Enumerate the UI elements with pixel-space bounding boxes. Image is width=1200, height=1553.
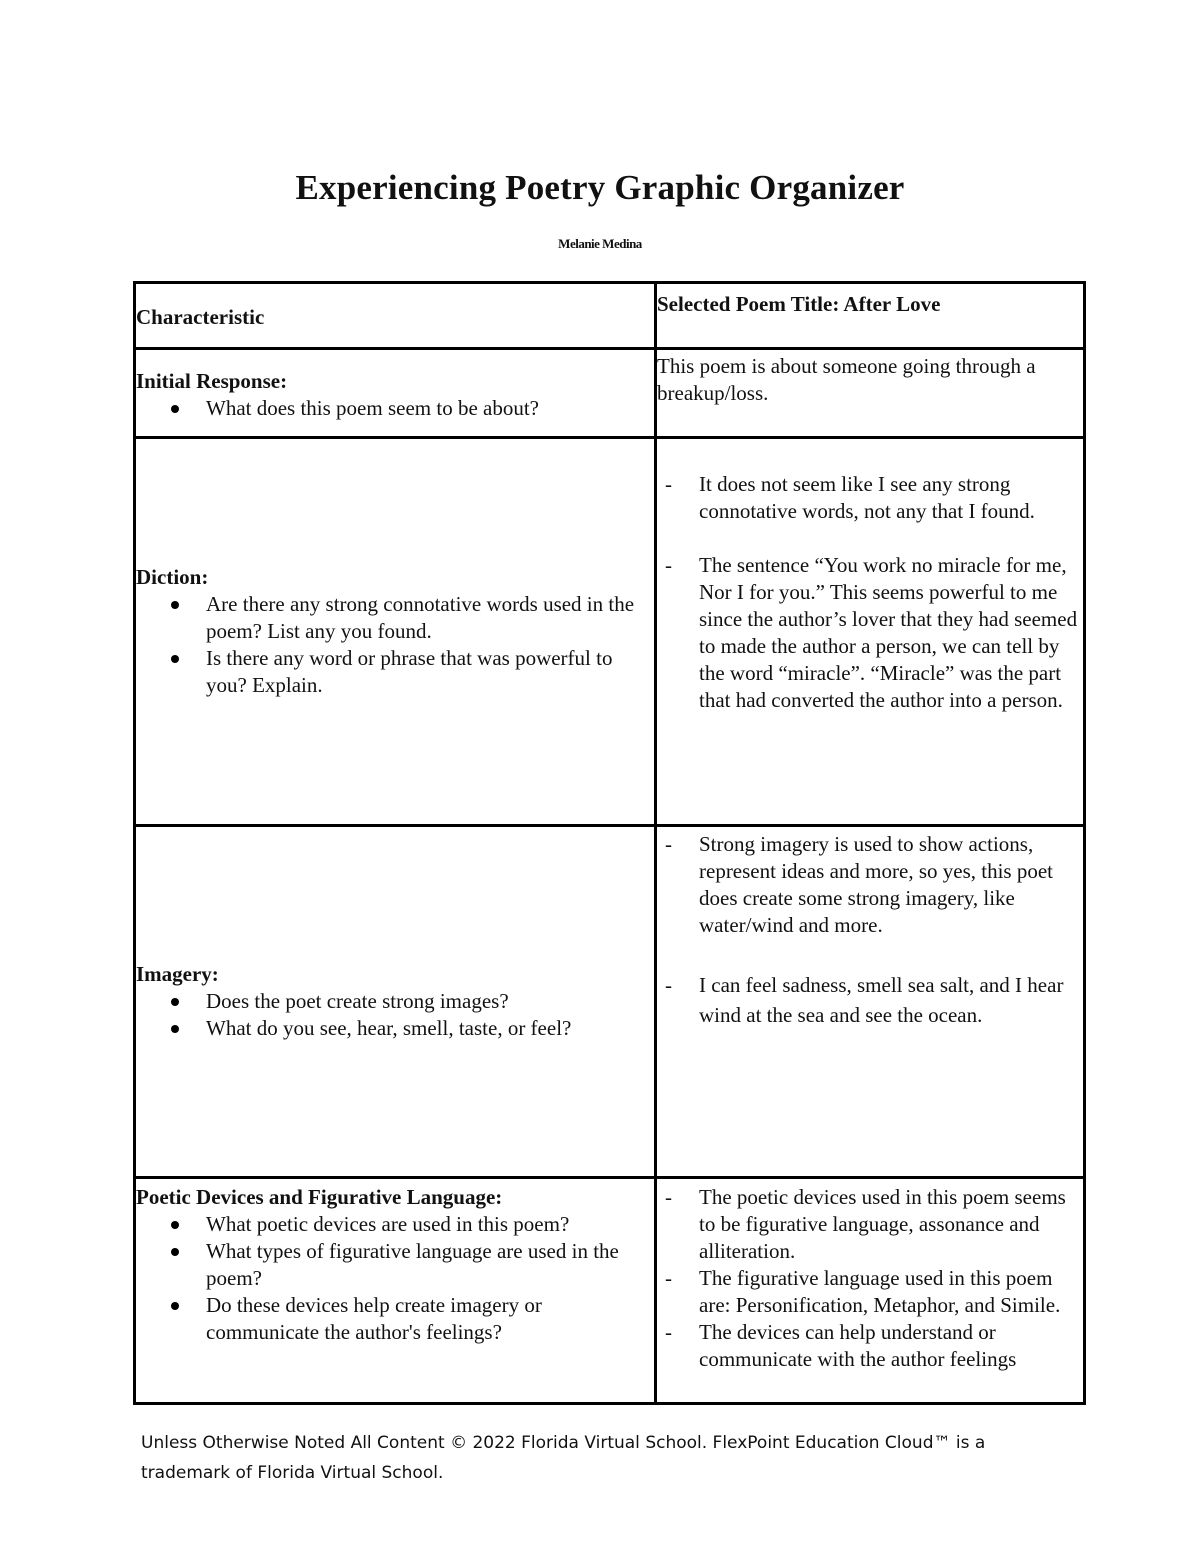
diction-heading: Diction: [136, 565, 209, 589]
list-item: Does the poet create strong images? [136, 988, 654, 1015]
initial-response-question-cell [135, 349, 656, 438]
poetic-devices-answer-list [657, 1179, 1083, 1373]
list-item: - I can feel sadness, smell sea salt, and I hear wind at the sea and see the ocean. [657, 970, 1083, 1030]
list-item: What does this poem seem to be about? [136, 395, 654, 422]
list-item: - It does not seem like I see any strong connotative words, not any that I found. [657, 471, 1083, 525]
imagery-answer-list [657, 827, 1083, 1030]
initial-response-question-list [136, 395, 654, 422]
imagery-question-cell [135, 826, 656, 1178]
list-item: Do these devices help create imagery or communicate the author's feelings? [136, 1292, 654, 1346]
diction-question-list [136, 591, 654, 699]
copyright-footer: Unless Otherwise Noted All Content © 2022 Florida Virtual School. FlexPoint Education Cloud™ is a trademark of Florida Virtual School. [141, 1433, 986, 1483]
header-poem-title-cell [656, 283, 1085, 349]
list-item: What types of figurative language are used in the poem? [136, 1238, 654, 1292]
imagery-heading: Imagery: [136, 962, 219, 986]
imagery-question-list [136, 988, 654, 1042]
diction-question-cell [135, 438, 656, 826]
diction-answer-cell [656, 438, 1085, 826]
list-item: Is there any word or phrase that was powerful to you? Explain. [136, 645, 654, 699]
poetic-devices-question-list [136, 1211, 654, 1346]
header-characteristic-label: Characteristic [136, 305, 265, 329]
list-item: What do you see, hear, smell, taste, or feel? [136, 1015, 654, 1042]
graphic-organizer-table [133, 281, 1086, 1405]
initial-response-heading: Initial Response: [136, 369, 288, 393]
author-name: Melanie Medina [558, 236, 642, 251]
initial-response-answer-cell [656, 349, 1085, 438]
list-item: What poetic devices are used in this poem? [136, 1211, 654, 1238]
table-row-poetic-devices [135, 1178, 1085, 1404]
poetic-devices-question-cell [135, 1178, 656, 1404]
poetic-devices-heading: Poetic Devices and Figurative Language: [136, 1185, 503, 1209]
table-row-diction [135, 438, 1085, 826]
list-item: - The poetic devices used in this poem seems to be figurative language, assonance and alliteration. [657, 1184, 1083, 1265]
table-row-imagery [135, 826, 1085, 1178]
header-poem-title-label: Selected Poem Title: After Love [657, 292, 941, 316]
table-row-initial-response [135, 349, 1085, 438]
list-item: - The devices can help understand or communicate with the author feelings [657, 1319, 1083, 1373]
header-characteristic-cell [135, 283, 656, 349]
list-item: - Strong imagery is used to show actions, represent ideas and more, so yes, this poet does create some strong imagery, like water/wind and more. [657, 831, 1083, 939]
list-item: Are there any strong connotative words used in the poem? List any you found. [136, 591, 654, 645]
imagery-answer-cell [656, 826, 1085, 1178]
list-item: - The sentence “You work no miracle for me, Nor I for you.” This seems powerful to me since the author’s lover that they had seemed to made the author a person, we can tell by the word “miracle”. “Miracle” was the part that had converted the author into a person. [657, 552, 1083, 714]
initial-response-answer: This poem is about someone going through a breakup/loss. [657, 354, 1036, 405]
table-header-row [135, 283, 1085, 349]
list-item: - The figurative language used in this poem are: Personification, Metaphor, and Simile. [657, 1265, 1083, 1319]
diction-answer-list [657, 439, 1083, 714]
poetic-devices-answer-cell [656, 1178, 1085, 1404]
document-title: Experiencing Poetry Graphic Organizer [295, 168, 905, 207]
